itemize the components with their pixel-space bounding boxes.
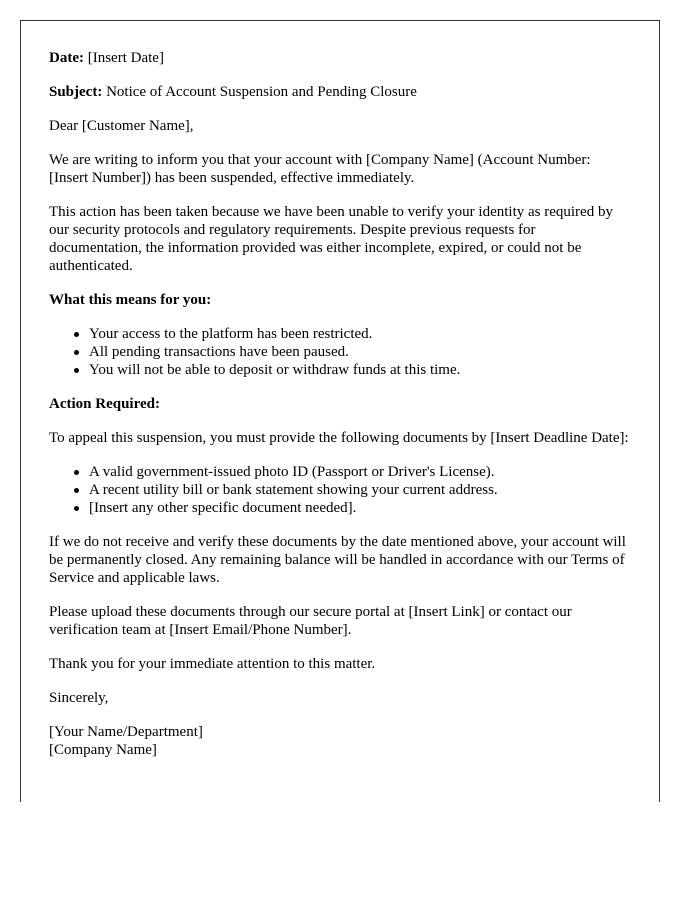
subject-value: Notice of Account Suspension and Pending Closure [106,84,417,100]
signature-name: [Your Name/Department] [49,724,203,740]
intro-paragraph: We are writing to inform you that your account with [Company Name] (Account Number: [Insert Number]) has been suspended, effective immediately. [49,152,591,186]
action-list [49,463,631,517]
signature-company: [Company Name] [49,742,157,758]
list-item: [Insert any other specific document needed]. [89,499,631,517]
date-line [49,49,631,67]
reason-paragraph: This action has been taken because we have been unable to verify your identity as required by our security protocols and regulatory requirements. Despite previous requests for documentation, the information provided was either incomplete, expired, or could not be authenticated. [49,204,613,274]
signature-block [49,723,631,759]
date-label: Date: [49,50,84,66]
means-list [49,325,631,379]
list-item: A recent utility bill or bank statement showing your current address. [89,481,631,499]
date-value: [Insert Date] [87,50,164,66]
letter-document [20,20,660,802]
list-item: A valid government-issued photo ID (Passport or Driver's License). [89,463,631,481]
subject-label: Subject: [49,84,103,100]
closing: Sincerely, [49,690,109,706]
action-intro: To appeal this suspension, you must provide the following documents by [Insert Deadline Date]: [49,430,629,446]
subject-line [49,83,631,101]
action-heading: Action Required: [49,396,160,412]
closure-paragraph: If we do not receive and verify these documents by the date mentioned above, your account will be permanently closed. Any remaining balance will be handled in accordance with our Terms of Service and applicable laws. [49,534,626,586]
salutation: Dear [Customer Name], [49,118,194,134]
list-item: All pending transactions have been paused. [89,343,631,361]
means-heading: What this means for you: [49,292,212,308]
list-item: Your access to the platform has been restricted. [89,325,631,343]
list-item: You will not be able to deposit or withdraw funds at this time. [89,361,631,379]
upload-paragraph: Please upload these documents through our secure portal at [Insert Link] or contact our verification team at [Insert Email/Phone Number]. [49,604,572,638]
thanks-paragraph: Thank you for your immediate attention to this matter. [49,656,376,672]
